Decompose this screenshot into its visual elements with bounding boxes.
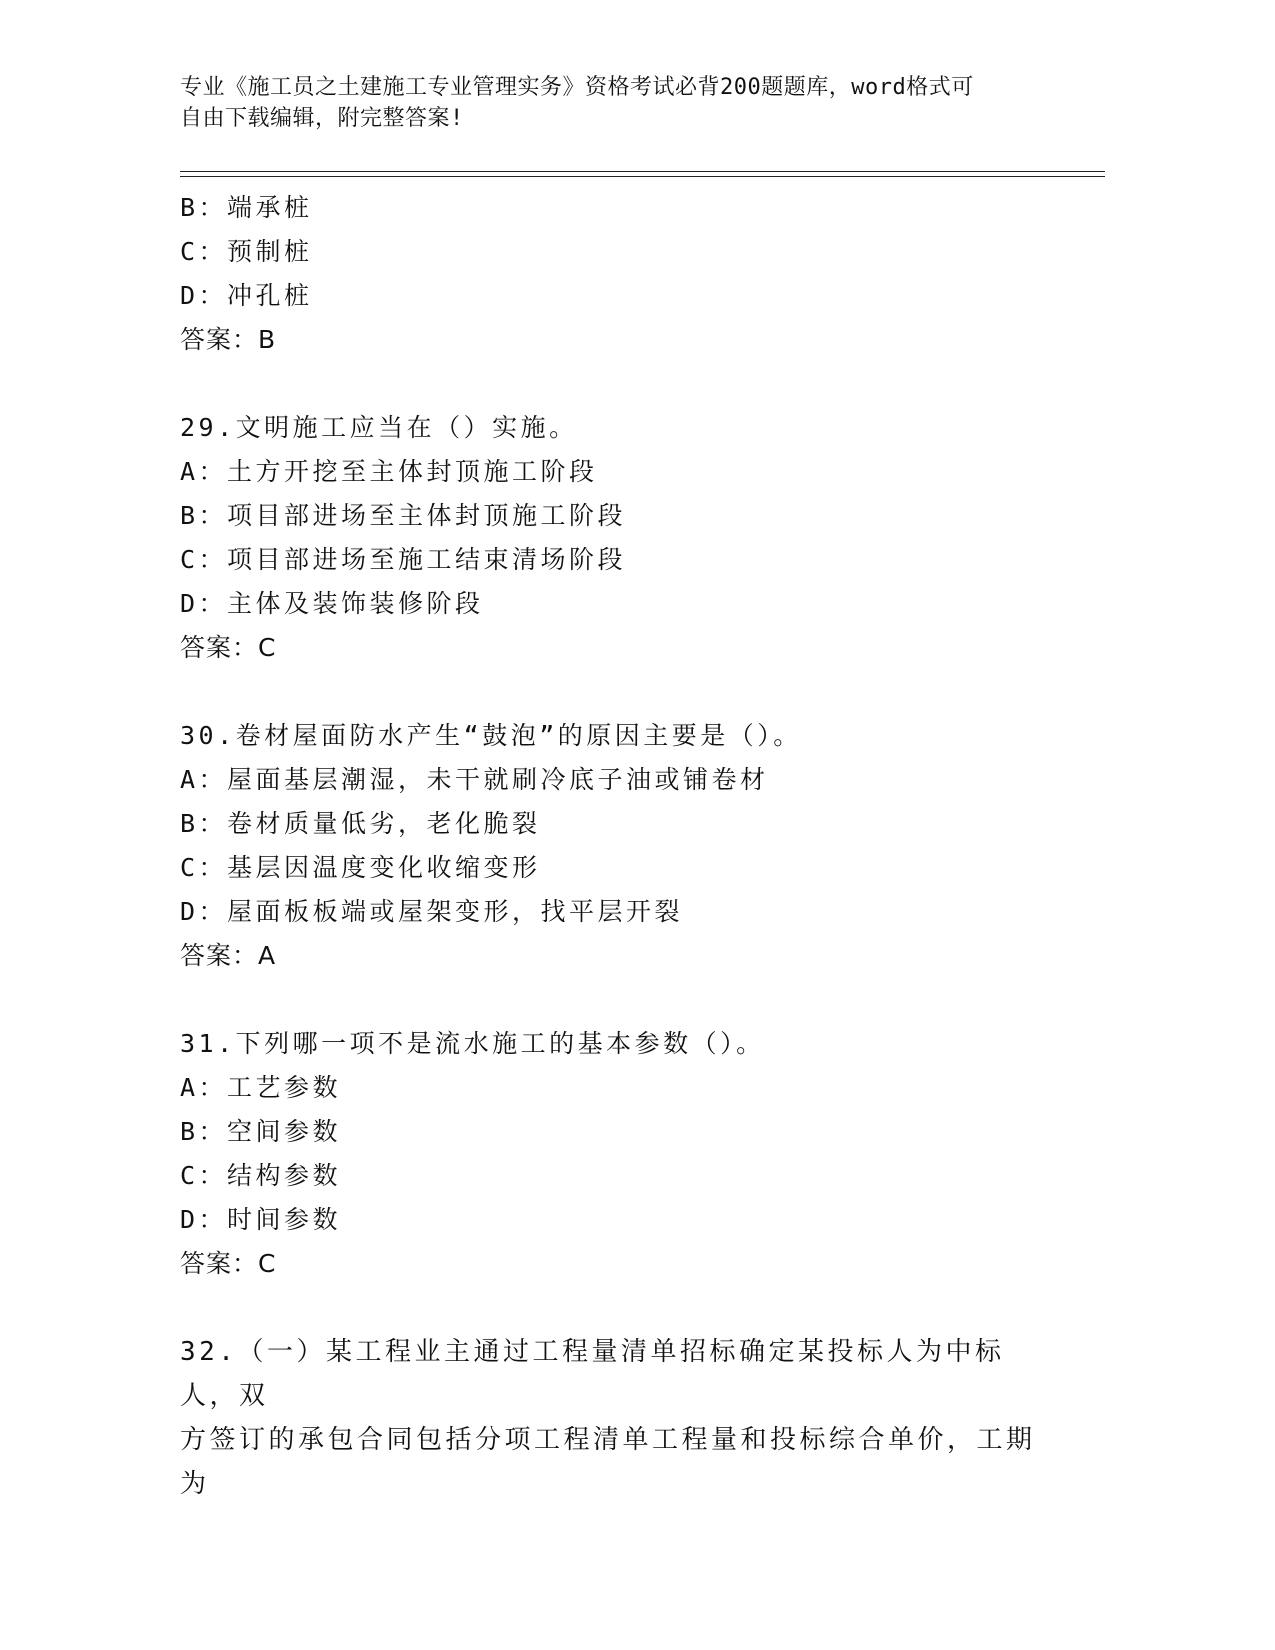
header-line-1: 专业《施工员之土建施工专业管理实务》资格考试必背200题题库，word格式可 bbox=[180, 75, 974, 100]
question-text-line-2: 方签订的承包合同包括分项工程清单工程量和投标综合单价，工期为 bbox=[180, 1425, 1036, 1499]
answer: 答案：B bbox=[180, 325, 277, 354]
option-c: C：项目部进场至施工结束清场阶段 bbox=[180, 545, 627, 574]
option-b: B：空间参数 bbox=[180, 1117, 342, 1146]
option-d: D：冲孔桩 bbox=[180, 281, 313, 310]
option-b: B：项目部进场至主体封顶施工阶段 bbox=[180, 501, 627, 530]
option-c: C：预制桩 bbox=[180, 237, 313, 266]
option-a: A：屋面基层潮湿，未干就刷冷底子油或铺卷材 bbox=[180, 765, 769, 794]
spacer bbox=[180, 1286, 1080, 1330]
question-text-line-1: 32.（一）某工程业主通过工程量清单招标确定某投标人为中标人，双 bbox=[180, 1337, 1005, 1411]
question-30 bbox=[180, 714, 1080, 978]
option-a: A：土方开挖至主体封顶施工阶段 bbox=[180, 457, 598, 486]
question-text: 31.下列哪一项不是流水施工的基本参数（）。 bbox=[180, 1029, 765, 1058]
spacer bbox=[180, 670, 1080, 714]
question-32 bbox=[180, 1330, 1080, 1506]
option-c: C：结构参数 bbox=[180, 1161, 342, 1190]
spacer bbox=[180, 978, 1080, 1022]
option-d: D：主体及装饰装修阶段 bbox=[180, 589, 484, 618]
question-text: 30.卷材屋面防水产生“鼓泡”的原因主要是（）。 bbox=[180, 721, 802, 750]
header-divider-bottom bbox=[180, 176, 1105, 177]
spacer bbox=[180, 362, 1080, 406]
option-d: D：屋面板板端或屋架变形，找平层开裂 bbox=[180, 897, 684, 926]
answer: 答案：A bbox=[180, 941, 277, 970]
answer: 答案：C bbox=[180, 633, 277, 662]
document-header bbox=[180, 72, 1040, 134]
header-line-2: 自由下载编辑，附完整答案! bbox=[180, 106, 464, 131]
question-28 bbox=[180, 186, 1080, 362]
question-29 bbox=[180, 406, 1080, 670]
answer: 答案：C bbox=[180, 1249, 277, 1278]
option-b: B：卷材质量低劣，老化脆裂 bbox=[180, 809, 541, 838]
question-text: 29.文明施工应当在（）实施。 bbox=[180, 413, 578, 442]
option-b: B：端承桩 bbox=[180, 193, 313, 222]
header-divider-top bbox=[180, 171, 1105, 172]
question-31 bbox=[180, 1022, 1080, 1286]
option-c: C：基层因温度变化收缩变形 bbox=[180, 853, 541, 882]
option-d: D：时间参数 bbox=[180, 1205, 342, 1234]
question-list bbox=[180, 186, 1080, 1506]
option-a: A：工艺参数 bbox=[180, 1073, 342, 1102]
